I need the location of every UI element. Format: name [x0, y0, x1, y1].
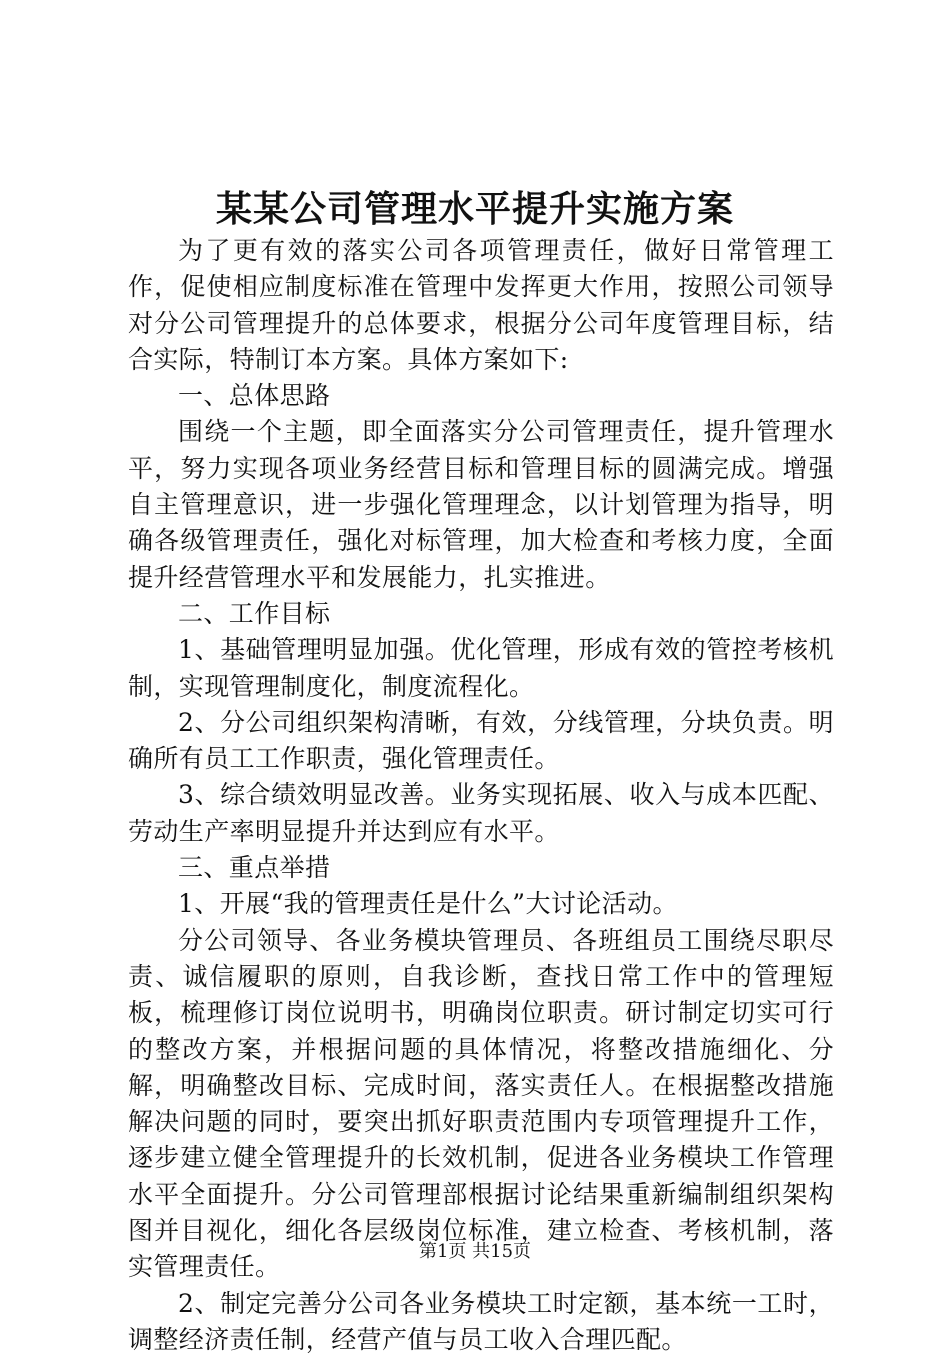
measure-item-1-heading: 1、开展“我的管理责任是什么”大讨论活动。	[178, 889, 678, 919]
goal-item-2: 2、分公司组织架构清晰，有效，分线管理，分块负责。明确所有员工工作职责，强化管理责任。	[128, 707, 834, 774]
goal-item-1: 1、基础管理明显加强。优化管理，形成有效的管控考核机制，实现管理制度化，制度流程化。	[128, 635, 834, 701]
measure-item-2: 2、制定完善分公司各业务模块工时定额，基本统一工时，调整经济责任制，经营产值与员工收入合理匹配。	[128, 1288, 834, 1354]
intro-paragraph: 为了更有效的落实公司各项管理责任，做好日常管理工作，促使相应制度标准在管理中发挥更大作用，按照公司领导对分公司管理提升的总体要求，根据分公司年度管理目标，结合实际，特制订本方案。具体方案如下:	[128, 236, 834, 374]
goal-item-3: 3、综合绩效明显改善。业务实现拓展、收入与成本匹配、劳动生产率明显提升并达到应有水平。	[128, 780, 834, 846]
section-heading-key-measures: 三、重点举措	[178, 853, 331, 883]
document-title: 某某公司管理水平提升实施方案	[215, 188, 734, 230]
overall-approach-paragraph: 围绕一个主题，即全面落实分公司管理责任，提升管理水平，努力实现各项业务经营目标和管理目标的圆满完成。增强自主管理意识，进一步强化管理理念，以计划管理为指导，明确各级管理责任，强化对标管理，加大检查和考核力度，全面提升经营管理水平和发展能力，扎实推进。	[128, 417, 834, 592]
section-heading-work-goals: 二、工作目标	[178, 598, 331, 628]
page-number-footer: 第1页 共15页	[418, 1241, 532, 1262]
section-heading-overall-approach: 一、总体思路	[178, 381, 331, 411]
measure-item-1-paragraph: 分公司领导、各业务模块管理员、各班组员工围绕尽职尽责、诚信履职的原则，自我诊断，查找日常工作中的管理短板，梳理修订岗位说明书，明确岗位职责。研讨制定切实可行的整改方案，并根据问题的具体情况，将整改措施细化、分解，明确整改目标、完成时间，落实责任人。在根据整改措施解决问题的同时，要突出抓好职责范围内专项管理提升工作，逐步建立健全管理提升的长效机制，促进各业务模块工作管理水平全面提升。分公司管理部根据讨论结果重新编制组织架构图并目视化，细化各层级岗位标准，建立检查、考核机制，落实管理责任。	[128, 925, 834, 1282]
document-body	[128, 233, 834, 1358]
